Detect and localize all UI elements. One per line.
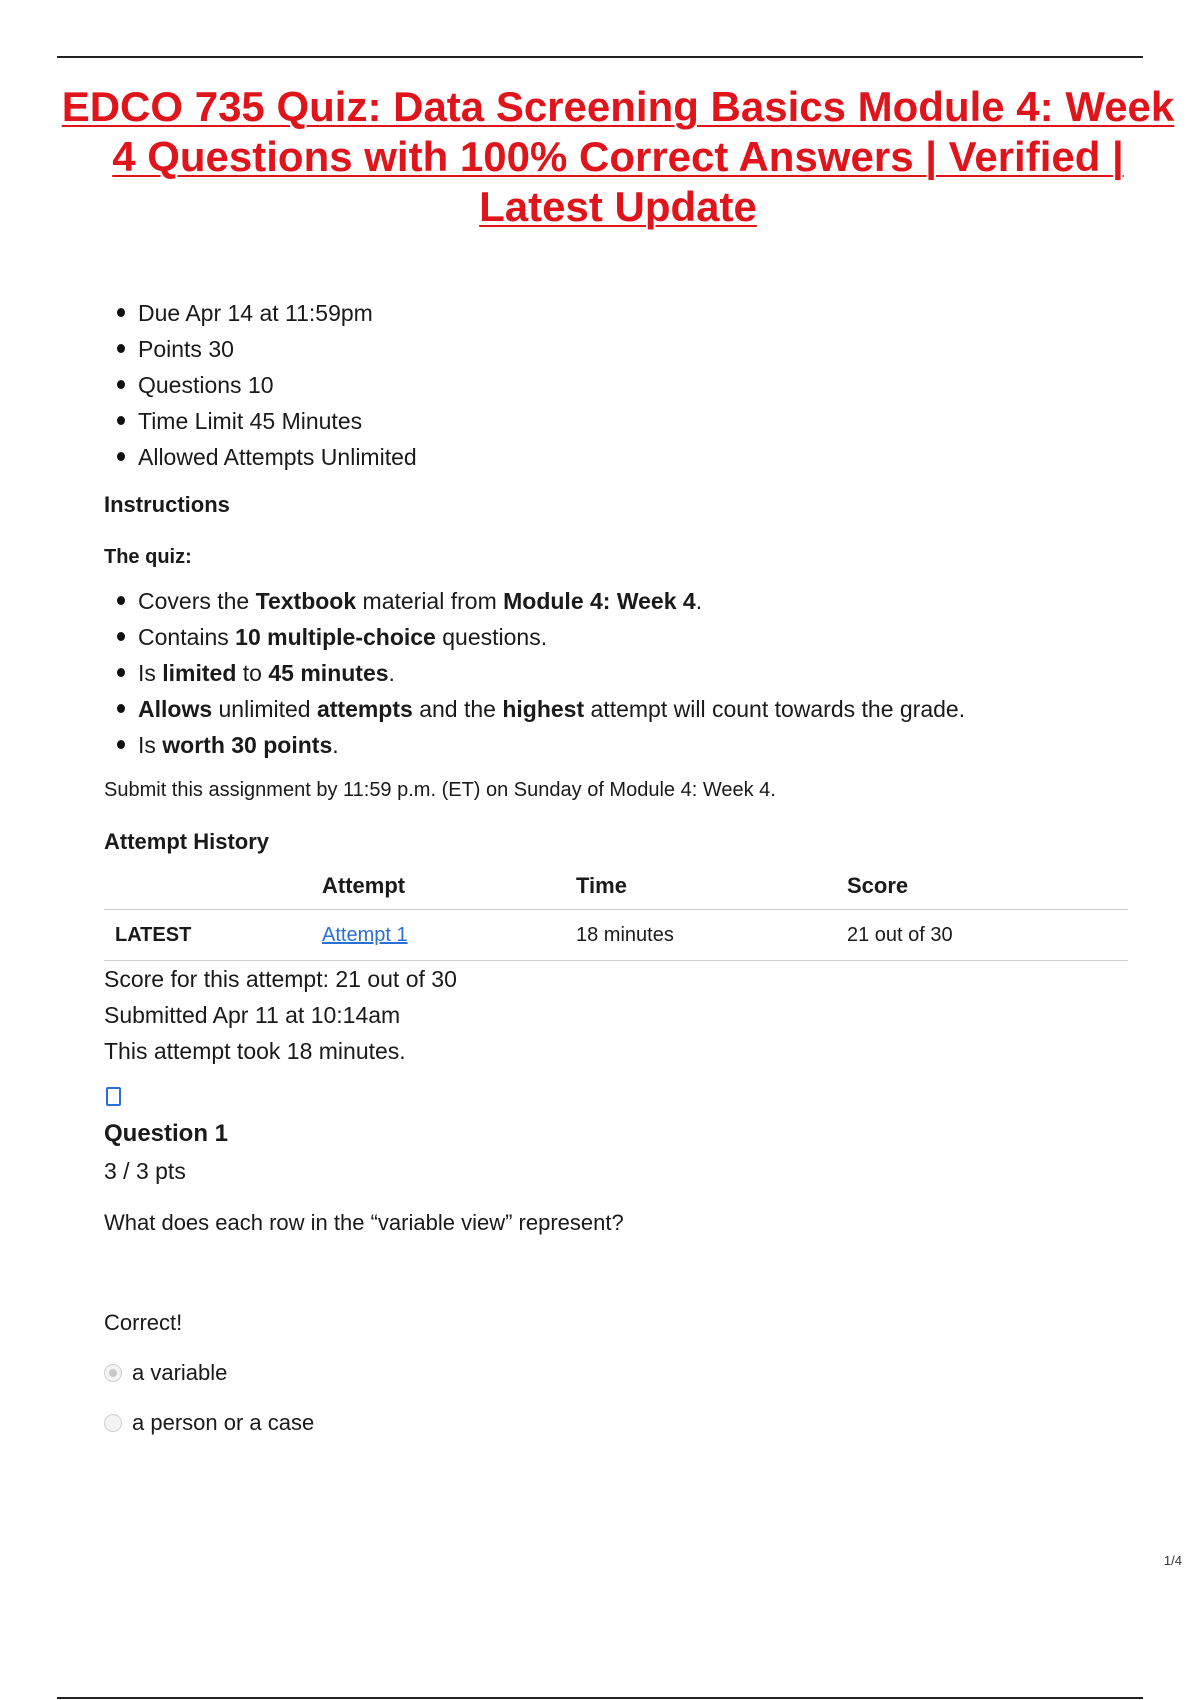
score-line: Score for this attempt: 21 out of 30: [104, 966, 457, 992]
instructions-heading: Instructions: [104, 492, 230, 517]
main-content: [104, 295, 1134, 1441]
answer-label: a person or a case: [132, 1410, 315, 1435]
attempt-link[interactable]: Attempt 1: [322, 923, 408, 946]
quiz-heading: The quiz:: [104, 546, 192, 568]
column-header: [104, 863, 322, 910]
score-cell: 21 out of 30: [847, 910, 1128, 961]
quiz-point: Allows unlimited attempts and the highest attempt will count towards the grade.: [104, 691, 1134, 727]
flag-icon[interactable]: [106, 1087, 121, 1106]
answer-option[interactable]: [104, 1405, 1134, 1441]
question-title: Question 1: [104, 1120, 229, 1147]
column-header-score: Score: [847, 873, 909, 898]
table-header-row: [104, 863, 1128, 910]
detail-questions: Questions 10: [104, 367, 1134, 403]
attempt-history-table: [104, 863, 1128, 961]
attempt-history-heading: Attempt History: [104, 829, 270, 854]
quiz-point: Is worth 30 points.: [104, 727, 1134, 763]
top-rule: [57, 56, 1143, 58]
table-row: [104, 910, 1128, 961]
submitted-line: Submitted Apr 11 at 10:14am: [104, 1002, 401, 1028]
bottom-rule: [57, 1697, 1143, 1699]
quiz-details-list: [104, 295, 1134, 475]
detail-time-limit: Time Limit 45 Minutes: [104, 403, 1134, 439]
column-header-time: Time: [576, 873, 627, 898]
radio-selected-icon[interactable]: [104, 1364, 122, 1382]
quiz-point: Is limited to 45 minutes.: [104, 655, 1134, 691]
quiz-point: Covers the Textbook material from Module 4: Week 4.: [104, 583, 1134, 619]
detail-due: Due Apr 14 at 11:59pm: [104, 295, 1134, 331]
duration-line: This attempt took 18 minutes.: [104, 1038, 406, 1064]
score-summary: [104, 961, 1134, 1069]
detail-allowed-attempts: Allowed Attempts Unlimited: [104, 439, 1134, 475]
quiz-points-list: [104, 583, 1134, 763]
question-points: 3 / 3 pts: [104, 1158, 186, 1184]
correct-label: Correct!: [104, 1310, 183, 1335]
page-number: 1/4: [1163, 1553, 1182, 1568]
attempt-cell: [322, 910, 576, 961]
detail-points: Points 30: [104, 331, 1134, 367]
radio-unselected-icon[interactable]: [104, 1414, 122, 1432]
quiz-point: Contains 10 multiple-choice questions.: [104, 619, 1134, 655]
answer-option[interactable]: [104, 1355, 1134, 1391]
answer-label: a variable: [132, 1360, 228, 1385]
question-text: What does each row in the “variable view” represent?: [104, 1210, 624, 1235]
submit-note: Submit this assignment by 11:59 p.m. (ET) on Sunday of Module 4: Week 4.: [104, 779, 776, 801]
document-title: EDCO 735 Quiz: Data Screening Basics Module 4: Week 4 Questions with 100% Correct Answers | Verified | Latest Update: [61, 83, 1175, 230]
column-header-attempt: Attempt: [322, 873, 406, 898]
latest-label: LATEST: [104, 910, 322, 961]
time-cell: 18 minutes: [576, 910, 847, 961]
